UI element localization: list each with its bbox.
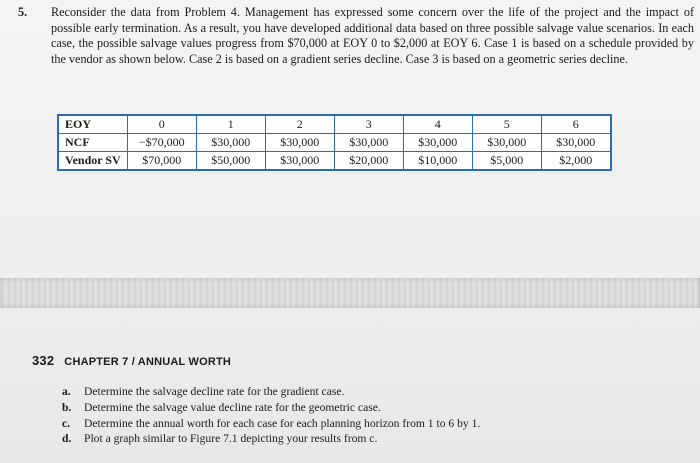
table-cell: $30,000 xyxy=(472,134,541,152)
page-gutter xyxy=(0,278,700,308)
list-item xyxy=(62,431,682,447)
table-row-eoy xyxy=(58,115,611,134)
table-cell: 6 xyxy=(541,115,611,134)
part-text: Determine the annual worth for each case for each planning horizon from 1 to 6 by 1. xyxy=(84,416,481,430)
table-cell: 1 xyxy=(196,115,265,134)
table-cell: 4 xyxy=(403,115,472,134)
part-text: Plot a graph similar to Figure 7.1 depicting your results from c. xyxy=(84,432,378,446)
table-cell: $10,000 xyxy=(403,152,472,171)
table-cell: $30,000 xyxy=(265,152,334,171)
list-item xyxy=(62,416,682,432)
table-row-ncf xyxy=(58,134,611,152)
table-cell: $30,000 xyxy=(196,134,265,152)
salvage-value-table xyxy=(57,114,612,171)
row-label-eoy: EOY xyxy=(58,115,127,134)
table-cell: −$70,000 xyxy=(127,134,196,152)
page-number: 332 xyxy=(32,353,55,368)
table-cell: 5 xyxy=(472,115,541,134)
question-parts xyxy=(62,384,682,447)
table-cell: $30,000 xyxy=(403,134,472,152)
table-cell: $2,000 xyxy=(541,152,611,171)
part-label: d. xyxy=(62,432,72,446)
table-cell: $70,000 xyxy=(127,152,196,171)
part-label: b. xyxy=(62,400,72,414)
chapter-header xyxy=(32,353,231,368)
part-text: Determine the salvage value decline rate for the geometric case. xyxy=(84,400,381,414)
row-label-ncf: NCF xyxy=(58,134,127,152)
table-cell: $30,000 xyxy=(265,134,334,152)
list-item xyxy=(62,384,682,400)
table-cell: 3 xyxy=(334,115,403,134)
problem-number: 5. xyxy=(18,5,28,19)
table-cell: $30,000 xyxy=(541,134,611,152)
table-cell: $30,000 xyxy=(334,134,403,152)
part-text: Determine the salvage decline rate for the gradient case. xyxy=(84,385,345,398)
part-label: a. xyxy=(62,385,71,398)
table-cell: 0 xyxy=(127,115,196,134)
chapter-title: CHAPTER 7 / ANNUAL WORTH xyxy=(64,356,232,368)
problem-statement xyxy=(18,5,694,67)
list-item xyxy=(62,400,682,416)
part-label: c. xyxy=(62,416,71,430)
table-cell: $20,000 xyxy=(334,152,403,171)
table-cell: $5,000 xyxy=(472,152,541,171)
table-cell: 2 xyxy=(265,115,334,134)
table-row-vendor-sv xyxy=(58,152,611,171)
row-label-vendor-sv: Vendor SV xyxy=(58,152,127,171)
problem-text: Reconsider the data from Problem 4. Management has expressed some concern over the life of the project and the impact of possible early termination. As a result, you have developed additional data based on three possible salvage value scenarios. In each case, the possible salvage values progress from $70,000 at EOY 0 to $2,000 at EOY 6. Case 1 is based on a schedule provided by the vendor as shown below. Case 2 is based on a gradient series decline. Case 3 is based on a geometric series decline. xyxy=(51,5,694,66)
table-cell: $50,000 xyxy=(196,152,265,171)
